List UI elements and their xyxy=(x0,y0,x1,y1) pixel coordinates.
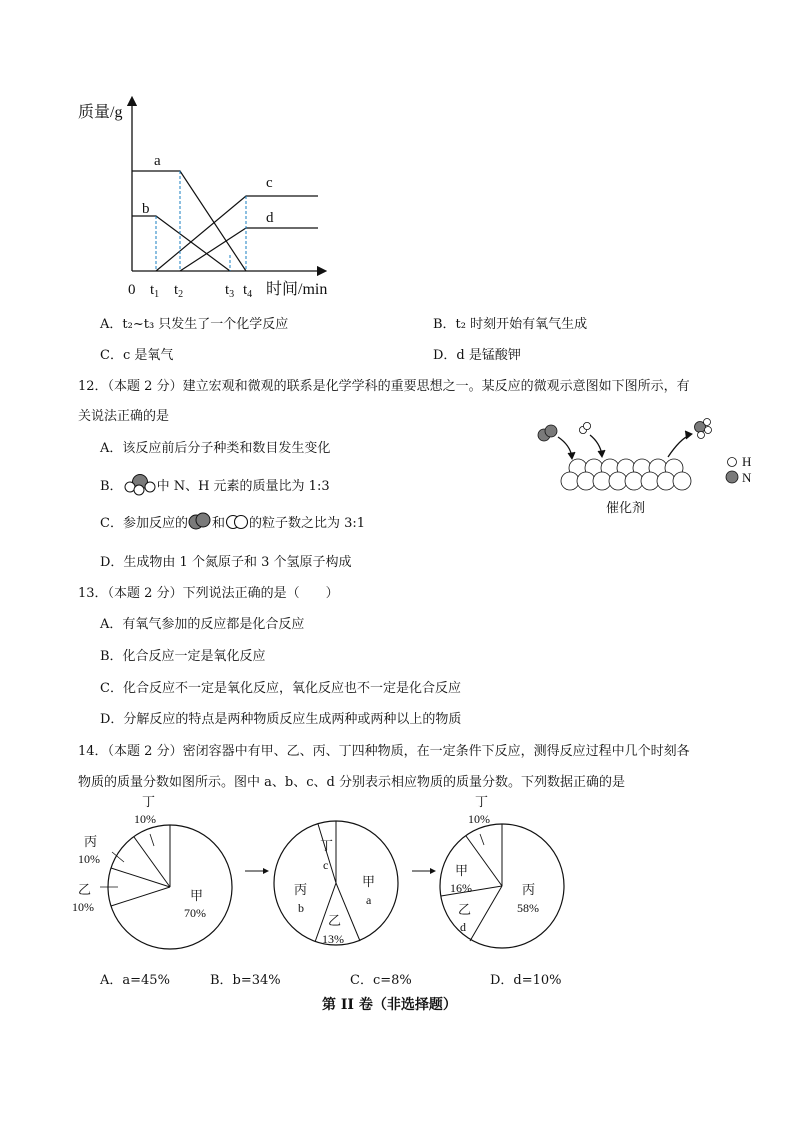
q14-pie-charts xyxy=(70,790,570,965)
pie2-label-yi: 乙 xyxy=(328,913,342,928)
pie1-value-yi: 10% xyxy=(72,900,94,914)
pie2-value-bing: b xyxy=(298,901,304,915)
tick-t1: $t_1$ xyxy=(150,282,160,300)
pie2-label-ding: 丁 xyxy=(320,838,334,853)
q13-option-c[interactable]: C．化合反应不一定是氧化反应，氧化反应也不一定是化合反应 xyxy=(100,681,461,696)
section-title: 第 II 卷（非选择题） xyxy=(322,997,457,1013)
pie2-value-ding: c xyxy=(323,858,329,872)
pie-chart-1 xyxy=(72,794,232,949)
pie1-label-yi: 乙 xyxy=(78,882,92,897)
pie1-value-bing: 10% xyxy=(78,852,100,866)
legend-n: N xyxy=(742,470,752,485)
catalyst-caption: 催化剂 xyxy=(606,500,646,515)
pie3-value-ding: 10% xyxy=(468,812,490,826)
y-axis-label: 质量/g xyxy=(78,104,123,121)
pie3-value-yi: d xyxy=(460,920,466,934)
pie1-label-jia: 甲 xyxy=(190,888,204,903)
q14-option-a[interactable]: A．a=45% xyxy=(100,973,170,988)
n-atom-icon xyxy=(726,471,738,483)
pie3-label-bing: 丙 xyxy=(522,882,536,897)
curve-label-d: d xyxy=(266,210,274,226)
q13-option-b[interactable]: B．化合反应一定是氧化反应 xyxy=(100,649,266,664)
q11-option-d[interactable]: D．d 是锰酸钾 xyxy=(433,348,521,363)
pie2-label-bing: 丙 xyxy=(294,882,308,897)
tick-t2: $t_2$ xyxy=(174,282,184,300)
q12-option-b-suffix: 中 N、H 元素的质量比为 1:3 xyxy=(156,478,330,494)
curve-label-b: b xyxy=(142,201,150,217)
q12-option-b[interactable] xyxy=(100,472,330,496)
q12-option-c-mid: 和 xyxy=(211,515,225,531)
q14-option-b[interactable]: B．b=34% xyxy=(210,973,281,988)
pie-chart-3 xyxy=(440,794,564,948)
legend-h: H xyxy=(742,454,752,469)
q12-stem-line1: 12．（本题 2 分）建立宏观和微观的联系是化学学科的重要思想之一。某反应的微观示意图如下图所示，有 xyxy=(78,379,690,394)
pie3-label-ding: 丁 xyxy=(475,794,489,809)
curve-label-c: c xyxy=(266,175,273,191)
q14-stem-line2: 物质的质量分数如图所示。图中 a、b、c、d 分别表示相应物质的质量分数。下列数据正确的是 xyxy=(78,775,625,790)
pie3-label-jia: 甲 xyxy=(455,863,469,878)
tick-t4: $t_4$ xyxy=(243,282,253,300)
n2-molecule-icon xyxy=(188,511,212,531)
pie3-label-yi: 乙 xyxy=(458,902,472,917)
curve-label-a: a xyxy=(154,153,161,169)
q14-option-d[interactable]: D．d=10% xyxy=(490,973,562,988)
q14-option-c[interactable]: C．c=8% xyxy=(350,973,412,988)
pie-chart-2 xyxy=(274,821,398,946)
pie1-label-ding: 丁 xyxy=(142,794,156,809)
q12-option-c-suffix: 的粒子数之比为 3:1 xyxy=(248,515,366,531)
q11-option-b[interactable]: B．t₂ 时刻开始有氧气生成 xyxy=(433,317,588,332)
pie1-label-bing: 丙 xyxy=(84,834,98,849)
h-atom-icon xyxy=(728,458,737,467)
q13-stem: 13．（本题 2 分）下列说法正确的是（ ） xyxy=(78,586,339,601)
q12-option-a[interactable]: A．该反应前后分子种类和数目发生变化 xyxy=(100,441,331,456)
catalyst-surface xyxy=(561,459,691,490)
pie2-value-jia: a xyxy=(366,893,372,907)
q13-option-a[interactable]: A．有氧气参加的反应都是化合反应 xyxy=(100,617,305,632)
x-axis-label: 时间/min xyxy=(266,281,328,298)
q12-catalyst-diagram xyxy=(530,415,770,520)
q12-option-d[interactable]: D．生成物由 1 个氮原子和 3 个氢原子构成 xyxy=(100,555,352,570)
origin-label: 0 xyxy=(128,282,136,298)
q11-option-a[interactable]: A．t₂~t₃ 只发生了一个化学反应 xyxy=(100,317,289,332)
pie1-value-jia: 70% xyxy=(184,906,206,920)
tick-t3: $t_3$ xyxy=(225,282,235,300)
pie2-value-yi: 13% xyxy=(322,932,344,946)
h2-molecule-icon xyxy=(225,511,249,531)
pie1-value-ding: 10% xyxy=(134,812,156,826)
q12-option-c-prefix: C．参加反应的 xyxy=(100,515,188,531)
q14-stem-line1: 14．（本题 2 分）密闭容器中有甲、乙、丙、丁四种物质，在一定条件下反应，测得反应过程中几个时刻各 xyxy=(78,744,690,759)
q11-mass-time-graph xyxy=(70,95,350,305)
q13-option-d[interactable]: D．分解反应的特点是两种物质反应生成两种或两种以上的物质 xyxy=(100,712,462,727)
q12-option-b-prefix: B． xyxy=(100,478,123,494)
q11-option-c[interactable]: C．c 是氧气 xyxy=(100,348,174,363)
nh3-molecule-icon xyxy=(123,472,157,496)
pie2-label-jia: 甲 xyxy=(362,874,376,889)
curve-a xyxy=(132,171,246,271)
q12-stem-line2: 关说法正确的是 xyxy=(78,409,170,424)
pie3-value-bing: 58% xyxy=(517,901,539,915)
pie3-value-jia: 16% xyxy=(450,881,472,895)
q12-option-c[interactable] xyxy=(100,511,365,531)
